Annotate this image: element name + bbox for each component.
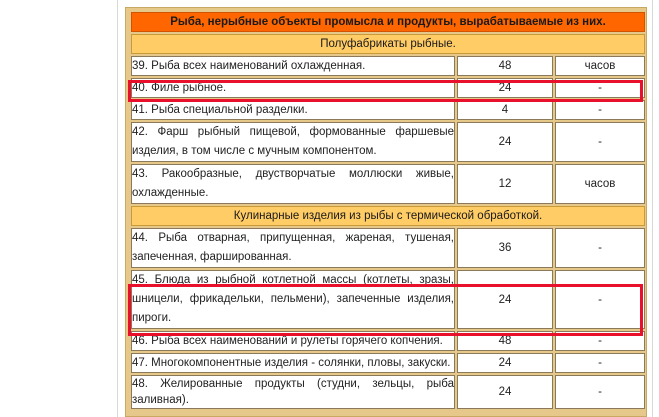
row-value: 48 <box>457 56 553 76</box>
right-divider <box>652 0 653 417</box>
table-title: Рыба, нерыбные объекты промысла и продукты, вырабатываемые из них. <box>131 12 645 32</box>
row-name: 41. Рыба специальной разделки. <box>131 100 455 120</box>
table-row <box>131 56 645 76</box>
row-unit: часов <box>555 164 645 204</box>
table-title-row <box>131 12 645 32</box>
row-unit: - <box>555 375 645 409</box>
row-value: 12 <box>457 164 553 204</box>
row-unit: - <box>555 228 645 268</box>
table-row <box>131 164 645 204</box>
row-value: 4 <box>457 100 553 120</box>
table-row <box>131 228 645 268</box>
row-unit: - <box>555 100 645 120</box>
row-name: 40. Филе рыбное. <box>131 78 455 98</box>
row-value: 48 <box>457 331 553 351</box>
row-value: 24 <box>457 78 553 98</box>
section-heading-row <box>131 34 645 54</box>
row-value: 36 <box>457 228 553 268</box>
row-name: 44. Рыба отварная, припущенная, жареная, тушеная, запеченная, фаршированная. <box>131 228 455 268</box>
section-heading-row <box>131 206 645 226</box>
row-unit: - <box>555 331 645 351</box>
table-row <box>131 122 645 162</box>
table-row <box>131 375 645 409</box>
row-unit: - <box>555 353 645 373</box>
row-unit: часов <box>555 56 645 76</box>
row-name: 45. Блюда из рыбной котлетной массы (котлеты, зразы, шницели, фрикадельки, пельмени), запеченные изделия, пироги. <box>131 270 455 329</box>
row-name: 46. Рыба всех наименований и рулеты горячего копчения. <box>131 331 455 351</box>
table-row <box>131 331 645 351</box>
row-name: 48. Желированные продукты (студни, зельцы, рыба заливная). <box>131 375 455 409</box>
row-unit: - <box>555 270 645 329</box>
row-unit: - <box>555 122 645 162</box>
table-row <box>131 353 645 373</box>
row-name: 42. Фарш рыбный пищевой, формованные фаршевые изделия, в том числе с мучным компонентом. <box>131 122 455 162</box>
row-unit: - <box>555 78 645 98</box>
table-row <box>131 100 645 120</box>
table-row <box>131 78 645 98</box>
section-heading-semi-finished: Полуфабрикаты рыбные. <box>131 34 645 54</box>
storage-table-frame <box>125 7 647 417</box>
row-value: 24 <box>457 353 553 373</box>
table-row <box>131 270 645 329</box>
row-name: 43. Ракообразные, двустворчатые моллюски живые, охлажденные. <box>131 164 455 204</box>
row-name: 47. Многокомпонентные изделия - солянки, пловы, закуски. <box>131 353 455 373</box>
row-value: 24 <box>457 375 553 409</box>
row-value: 24 <box>457 270 553 329</box>
section-heading-cooked: Кулинарные изделия из рыбы с термической обработкой. <box>131 206 645 226</box>
row-name: 39. Рыба всех наименований охлажденная. <box>131 56 455 76</box>
left-divider <box>117 0 118 417</box>
storage-table <box>129 10 647 411</box>
row-value: 24 <box>457 122 553 162</box>
